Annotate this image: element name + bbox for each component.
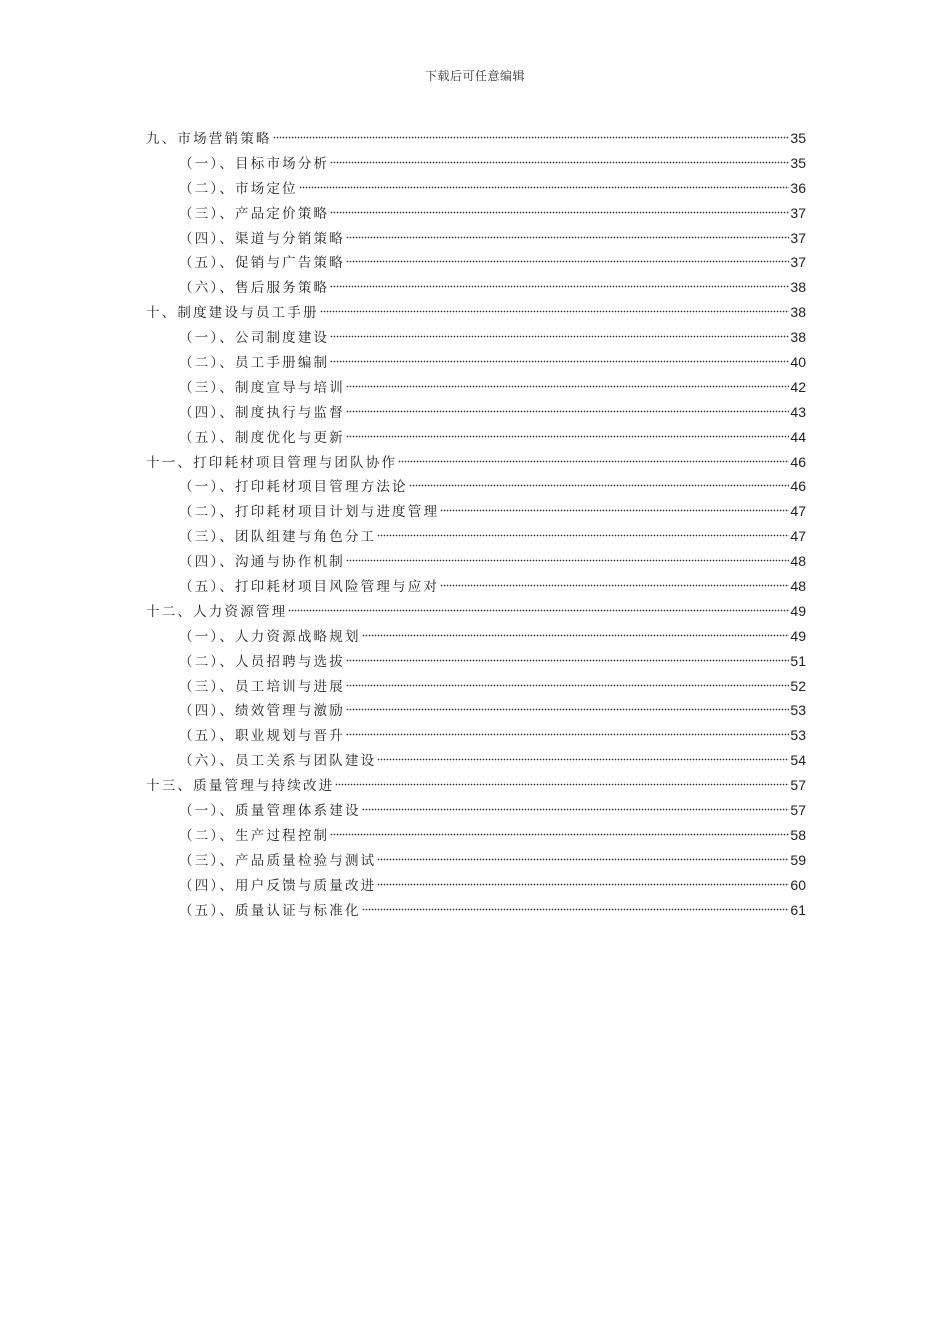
toc-entry-page-number: 43 — [790, 403, 806, 420]
toc-dot-leader — [288, 606, 789, 612]
toc-dot-leader — [330, 332, 789, 338]
toc-entry-title: 十二、人力资源管理 — [146, 603, 288, 620]
toc-dot-leader — [377, 855, 789, 861]
toc-chapter-entry[interactable] — [146, 300, 806, 325]
toc-entry-page-number: 35 — [790, 130, 806, 146]
toc-section-entry[interactable] — [146, 350, 806, 375]
toc-entry-title: （一）、质量管理体系建设 — [179, 803, 361, 820]
toc-entry-title: （一）、人力资源战略规划 — [179, 628, 361, 645]
toc-section-entry[interactable] — [146, 226, 806, 251]
toc-dot-leader — [330, 830, 789, 836]
toc-entry-title: （六）、售后服务策略 — [179, 280, 330, 297]
toc-section-entry[interactable] — [146, 275, 806, 300]
toc-entry-title: （四）、沟通与协作机制 — [179, 554, 345, 571]
toc-entry-page-number: 38 — [790, 329, 806, 346]
toc-entry-page-number: 60 — [790, 876, 806, 893]
toc-entry-page-number: 42 — [790, 378, 806, 395]
toc-section-entry[interactable] — [146, 474, 806, 499]
toc-entry-page-number: 57 — [790, 802, 806, 819]
toc-entry-title: （三）、制度宣导与培训 — [179, 379, 345, 396]
toc-entry-page-number: 35 — [790, 154, 806, 171]
toc-entry-title: （三）、产品质量检验与测试 — [179, 852, 377, 869]
toc-section-entry[interactable] — [146, 649, 806, 674]
toc-section-entry[interactable] — [146, 425, 806, 450]
toc-entry-page-number: 49 — [790, 627, 806, 644]
toc-dot-leader — [330, 208, 789, 214]
toc-entry-page-number: 37 — [790, 229, 806, 246]
toc-entry-title: （四）、制度执行与监督 — [179, 404, 345, 421]
toc-entry-page-number: 40 — [790, 354, 806, 371]
toc-section-entry[interactable] — [146, 250, 806, 275]
toc-chapter-entry[interactable] — [146, 126, 806, 151]
toc-entry-title: （五）、打印耗材项目风险管理与应对 — [179, 579, 440, 596]
toc-entry-title: 十、制度建设与员工手册 — [146, 305, 319, 322]
toc-entry-title: （四）、渠道与分销策略 — [179, 230, 345, 247]
toc-section-entry[interactable] — [146, 624, 806, 649]
toc-dot-leader — [362, 905, 790, 911]
toc-dot-leader — [335, 780, 789, 786]
toc-chapter-entry[interactable] — [146, 599, 806, 624]
toc-entry-title: （一）、目标市场分析 — [179, 155, 330, 172]
toc-dot-leader — [346, 382, 789, 388]
toc-dot-leader — [346, 407, 789, 413]
toc-entry-page-number: 53 — [790, 727, 806, 744]
toc-section-entry[interactable] — [146, 698, 806, 723]
page-header: 下载后可任意编辑 — [424, 69, 525, 83]
toc-entry-title: （六）、员工关系与团队建设 — [179, 753, 377, 770]
toc-dot-leader — [377, 755, 789, 761]
toc-entry-title: （三）、产品定价策略 — [179, 205, 330, 222]
toc-section-entry[interactable] — [146, 674, 806, 699]
table-of-contents — [146, 126, 806, 923]
toc-section-entry[interactable] — [146, 499, 806, 524]
toc-entry-page-number: 38 — [790, 279, 806, 296]
toc-section-entry[interactable] — [146, 524, 806, 549]
toc-dot-leader — [346, 656, 789, 662]
toc-dot-leader — [440, 506, 789, 512]
toc-section-entry[interactable] — [146, 400, 806, 425]
toc-dot-leader — [320, 307, 790, 313]
toc-entry-page-number: 49 — [790, 602, 806, 619]
toc-dot-leader — [346, 681, 789, 687]
toc-entry-page-number: 47 — [790, 528, 806, 545]
toc-dot-leader — [346, 257, 789, 263]
toc-chapter-entry[interactable] — [146, 450, 806, 475]
toc-entry-title: （五）、质量认证与标准化 — [179, 902, 361, 919]
toc-entry-page-number: 48 — [790, 578, 806, 595]
toc-dot-leader — [273, 133, 790, 139]
toc-dot-leader — [377, 531, 789, 537]
toc-dot-leader — [362, 631, 790, 637]
toc-entry-page-number: 61 — [790, 901, 806, 918]
toc-section-entry[interactable] — [146, 375, 806, 400]
toc-entry-title: （二）、员工手册编制 — [179, 355, 330, 372]
toc-section-entry[interactable] — [146, 798, 806, 823]
toc-entry-title: （五）、职业规划与晋升 — [179, 728, 345, 745]
toc-entry-title: （一）、打印耗材项目管理方法论 — [179, 479, 408, 496]
toc-dot-leader — [346, 233, 789, 239]
toc-entry-title: （二）、人员招聘与选拔 — [179, 653, 345, 670]
toc-dot-leader — [299, 183, 790, 189]
toc-dot-leader — [362, 805, 790, 811]
toc-dot-leader — [377, 880, 789, 886]
toc-entry-page-number: 52 — [790, 677, 806, 694]
toc-entry-page-number: 37 — [790, 204, 806, 221]
toc-dot-leader — [398, 457, 789, 463]
toc-entry-page-number: 46 — [790, 453, 806, 470]
toc-entry-title: （一）、公司制度建设 — [179, 330, 330, 347]
toc-chapter-entry[interactable] — [146, 773, 806, 798]
toc-entry-title: （四）、绩效管理与激励 — [179, 703, 345, 720]
toc-entry-page-number: 38 — [790, 304, 806, 321]
toc-section-entry[interactable] — [146, 898, 806, 923]
toc-section-entry[interactable] — [146, 151, 806, 176]
toc-entry-title: （二）、生产过程控制 — [179, 827, 330, 844]
toc-entry-title: （二）、市场定位 — [179, 180, 298, 197]
toc-dot-leader — [330, 357, 789, 363]
toc-section-entry[interactable] — [146, 549, 806, 574]
toc-entry-page-number: 51 — [790, 652, 806, 669]
toc-dot-leader — [346, 730, 789, 736]
toc-section-entry[interactable] — [146, 848, 806, 873]
toc-entry-title: （三）、员工培训与进展 — [179, 678, 345, 695]
toc-entry-page-number: 58 — [790, 826, 806, 843]
toc-entry-page-number: 44 — [790, 428, 806, 445]
toc-section-entry[interactable] — [146, 823, 806, 848]
toc-entry-title: 九、市场营销策略 — [146, 131, 272, 147]
toc-entry-title: （二）、打印耗材项目计划与进度管理 — [179, 504, 440, 521]
toc-section-entry[interactable] — [146, 325, 806, 350]
toc-section-entry[interactable] — [146, 723, 806, 748]
toc-entry-page-number: 57 — [790, 777, 806, 794]
toc-entry-page-number: 47 — [790, 503, 806, 520]
toc-dot-leader — [330, 282, 789, 288]
toc-entry-title: （五）、促销与广告策略 — [179, 255, 345, 272]
toc-entry-page-number: 36 — [790, 179, 806, 196]
toc-section-entry[interactable] — [146, 873, 806, 898]
toc-entry-title: （五）、制度优化与更新 — [179, 429, 345, 446]
toc-section-entry[interactable] — [146, 748, 806, 773]
toc-section-entry[interactable] — [146, 176, 806, 201]
toc-entry-page-number: 48 — [790, 553, 806, 570]
toc-entry-page-number: 37 — [790, 254, 806, 271]
toc-dot-leader — [346, 556, 789, 562]
toc-entry-page-number: 53 — [790, 702, 806, 719]
toc-entry-title: （三）、团队组建与角色分工 — [179, 529, 377, 546]
toc-dot-leader — [440, 581, 789, 587]
toc-entry-page-number: 54 — [790, 752, 806, 769]
toc-dot-leader — [330, 158, 789, 164]
toc-entry-title: 十三、质量管理与持续改进 — [146, 778, 335, 795]
toc-section-entry[interactable] — [146, 574, 806, 599]
toc-section-entry[interactable] — [146, 201, 806, 226]
toc-dot-leader — [346, 432, 789, 438]
toc-entry-title: 十一、打印耗材项目管理与团队协作 — [146, 454, 398, 471]
toc-entry-page-number: 46 — [790, 478, 806, 495]
toc-dot-leader — [346, 705, 789, 711]
toc-dot-leader — [409, 481, 790, 487]
toc-entry-title: （四）、用户反馈与质量改进 — [179, 877, 377, 894]
toc-entry-page-number: 59 — [790, 851, 806, 868]
